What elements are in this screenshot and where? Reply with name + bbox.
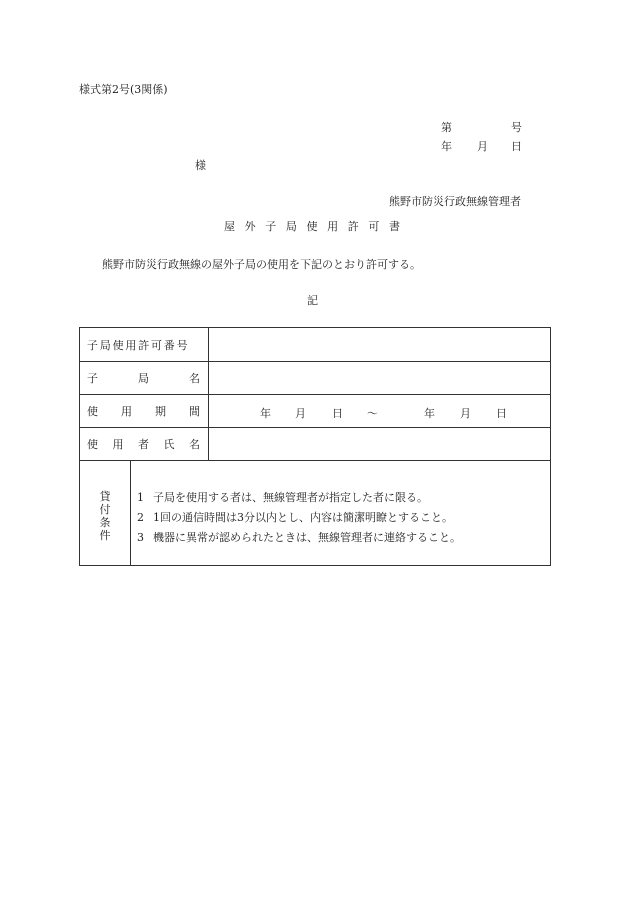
label-char: 者: [138, 438, 149, 451]
start-day: 日: [332, 407, 343, 420]
document-title: [224, 218, 400, 234]
permit-table: [79, 327, 551, 566]
usage-period-label: [87, 403, 200, 419]
label-char: 間: [189, 405, 200, 418]
form-number: 様式第2号(3関係): [79, 83, 168, 96]
condition-text: 1回の通信時間は3分以内とし、内容は簡潔明瞭とすること。: [153, 511, 453, 524]
condition-number: 2: [137, 511, 144, 524]
title-char: 屋: [224, 220, 235, 233]
condition-item: [137, 509, 453, 525]
condition-item: [137, 529, 461, 545]
title-char: 局: [285, 220, 297, 233]
label-char: 付: [99, 503, 111, 516]
title-char: 外: [244, 220, 256, 233]
condition-text: 子局を使用する者は、無線管理者が指定した者に限る。: [153, 491, 428, 504]
label-char: 期: [155, 405, 166, 418]
condition-number: 3: [137, 531, 144, 544]
label-cell: [80, 328, 209, 361]
title-char: 可: [368, 220, 380, 233]
end-month: 月: [460, 407, 471, 420]
period-cell: [209, 395, 550, 427]
label-cell: [80, 395, 209, 427]
label-char: 使: [87, 405, 98, 418]
condition-item: [137, 489, 428, 505]
number-go: 号: [511, 121, 522, 134]
row-substation-name: [80, 362, 550, 395]
label-char: 名: [189, 372, 200, 385]
row-usage-period: [80, 395, 550, 428]
date-year: 年: [441, 140, 452, 153]
date-month: 月: [477, 140, 488, 153]
label-char: 条: [99, 516, 111, 529]
title-char: 許: [347, 220, 359, 233]
label-char: 子: [87, 372, 98, 385]
title-char: 書: [389, 220, 400, 233]
label-char: 用: [121, 405, 132, 418]
body-text: 熊野市防災行政無線の屋外子局の使用を下記のとおり許可する。: [102, 258, 421, 271]
condition-text: 機器に異常が認められたときは、無線管理者に連絡すること。: [153, 531, 461, 544]
label-char: 名: [189, 438, 200, 451]
start-year: 年: [260, 407, 271, 420]
substation-name-label: [87, 370, 200, 386]
row-user-name: [80, 428, 550, 461]
end-day: 日: [496, 407, 507, 420]
title-char: 使: [306, 220, 318, 233]
label-cell: [80, 362, 209, 394]
condition-number: 1: [137, 491, 144, 504]
row-permit-number: [80, 328, 550, 362]
label-cell: [80, 428, 209, 460]
title-char: 子: [265, 220, 277, 233]
conditions-label-cell: [80, 461, 131, 565]
label-char: 氏: [163, 438, 175, 451]
issuer: 熊野市防災行政無線管理者: [389, 195, 521, 208]
ki-heading: 記: [307, 294, 318, 307]
title-char: 用: [327, 220, 339, 233]
label-char: 用: [112, 438, 124, 451]
period-separator: ～: [367, 407, 378, 420]
label-char: 貸: [99, 490, 111, 503]
end-year: 年: [424, 407, 435, 420]
permit-number-label: 子局使用許可番号: [87, 338, 190, 352]
number-dai: 第: [441, 121, 452, 134]
date-day: 日: [511, 140, 522, 153]
label-char: 局: [138, 372, 149, 385]
addressee-honorific: 様: [195, 159, 206, 172]
user-name-label: [87, 436, 200, 452]
start-month: 月: [295, 407, 306, 420]
label-char: 件: [99, 529, 111, 542]
row-conditions: [80, 461, 550, 565]
label-char: 使: [87, 438, 98, 451]
